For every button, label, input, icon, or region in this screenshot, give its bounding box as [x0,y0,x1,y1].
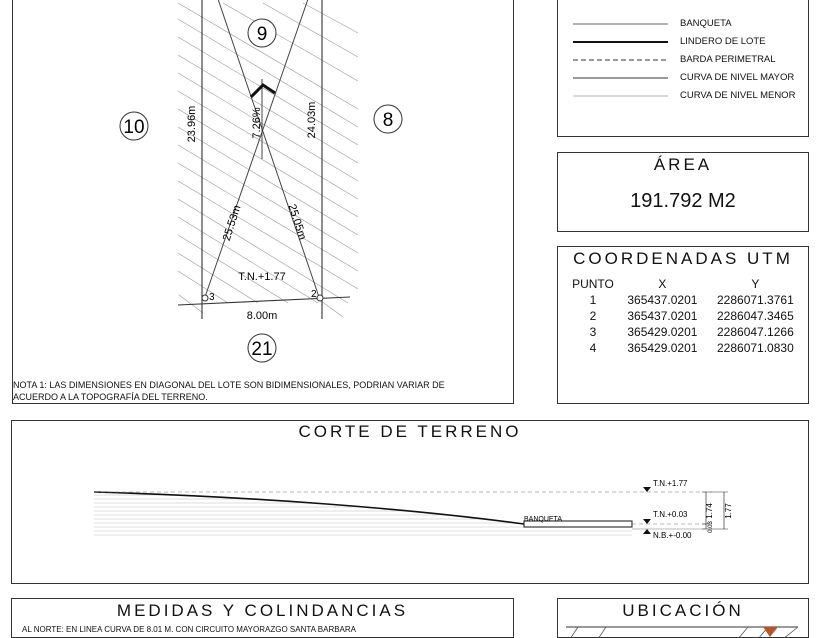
dim-total: 1.77 [724,503,733,519]
dim-lower: 0.03 [708,521,714,533]
dim-slope: 7.26% [251,107,263,139]
medidas-panel [11,598,514,638]
area-panel [557,152,809,232]
legend-item-lindero: LINDERO DE LOTE [680,36,766,47]
lot-label-left: 10 [123,117,145,138]
dim-diag-right: 25.05m [285,202,309,242]
utm-cell: 2286071.0830 [717,341,794,355]
level-top: T.N.+1.77 [653,479,688,488]
legend-item-barda: BARDA PERIMETRAL [680,54,776,65]
plan-note: NOTA 1: LAS DIMENSIONES EN DIAGONAL DEL LOTE SON BIDIMENSIONALES, PODRIAN VARIAR DE ACUERDO A LA TOPOGRAFÍA DEL TERRENO. [13,380,445,402]
lot-label-right: 8 [382,110,394,131]
ubicacion-title: UBICACIÓN [622,601,744,620]
utm-title: COORDENADAS UTM [573,249,793,268]
utm-cell: 2286071.3761 [717,293,794,307]
table-row [568,340,804,356]
utm-header-punto: PUNTO [572,277,614,291]
section-title: CORTE DE TERRENO [298,422,522,441]
slope-arrow-icon [251,85,275,97]
utm-header-row [568,276,804,292]
dim-left-side: 23.96m [186,105,198,143]
utm-cell: 2 [589,309,597,323]
medidas-title: MEDIDAS Y COLINDANCIAS [116,601,409,620]
vertex-2 [317,295,323,301]
legend-item-curva-menor: CURVA DE NIVEL MENOR [680,90,796,101]
utm-cell: 2286047.1266 [717,325,794,339]
utm-header-x: X [658,277,667,291]
utm-cell: 365429.0201 [627,341,698,355]
vertex-3-label: 3 [209,292,215,303]
utm-table [568,276,804,356]
ubicacion-panel [557,598,809,638]
utm-cell: 365437.0201 [627,293,698,307]
contour-lines [178,3,358,317]
utm-cell: 365437.0201 [627,309,698,323]
vertex-2-label: 2 [311,289,317,300]
level-mid: T.N.+0.03 [653,510,688,519]
lot-label-bottom: 21 [251,339,273,360]
banqueta-label: BANQUETA [524,516,562,523]
utm-header-y: Y [751,277,760,291]
site-plan-drawing [13,0,513,403]
utm-panel [557,246,809,404]
level-base: N.B.+-0.00 [653,531,692,540]
table-row [568,324,804,340]
table-row [568,308,804,324]
table-row [568,292,804,308]
utm-cell: 3 [589,325,597,339]
lot-label-center: 9 [256,24,268,45]
utm-cell: 1 [589,293,597,307]
legend-item-banqueta: BANQUETA [680,18,732,29]
dim-diag-left: 25.53m [220,203,244,243]
area-title: ÁREA [653,155,713,174]
medidas-line-1: AL NORTE: EN LINEA CURVA DE 8.01 M. CON CIRCUITO MAYORAZGO SANTA BARBARA [22,625,357,634]
vertex-3 [202,295,208,301]
area-value: 191.792 M2 [630,190,736,212]
legend-item-curva-mayor: CURVA DE NIVEL MAYOR [680,72,795,83]
dim-upper: 1.74 [705,503,714,519]
utm-cell: 365429.0201 [627,325,698,339]
dim-front: 8.00m [246,310,278,322]
section-panel [11,420,809,584]
dim-right-side: 24.03m [306,101,318,139]
site-plan-panel [12,0,514,404]
section-drawing [12,421,808,583]
utm-cell: 2286047.3465 [717,309,794,323]
legend-panel [557,0,809,137]
utm-cell: 4 [589,341,597,355]
tn-label: T.N.+1.77 [238,271,286,283]
